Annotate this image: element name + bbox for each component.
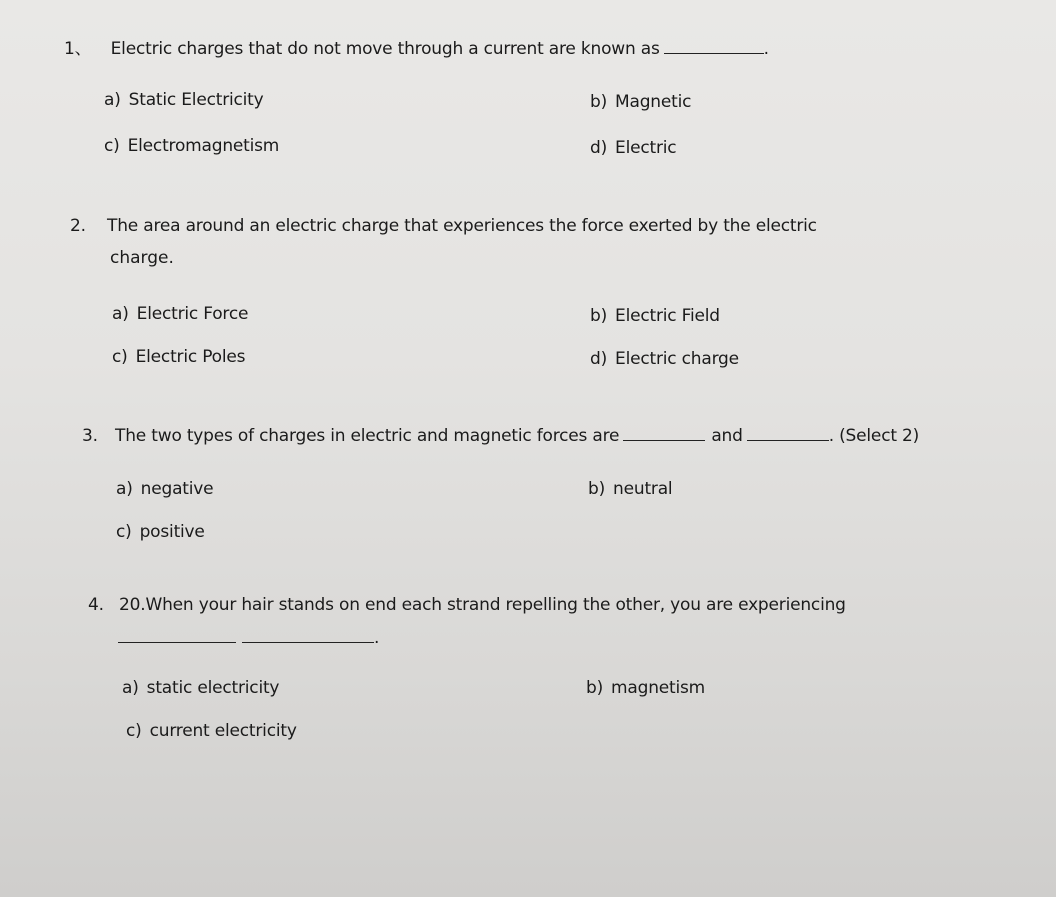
question-text-and: and xyxy=(711,426,743,446)
option-label: a) xyxy=(112,304,129,324)
option-label: c) xyxy=(104,136,120,156)
question-number: 3. xyxy=(82,426,98,446)
option-2a[interactable] xyxy=(112,304,248,324)
question-2-continuation: charge. xyxy=(110,248,174,268)
option-3a[interactable] xyxy=(116,479,213,499)
question-tail: . xyxy=(763,39,769,59)
question-text: Electric charges that do not move through a current are known as xyxy=(110,39,660,59)
question-number: 1、 xyxy=(64,39,92,59)
option-label: b) xyxy=(590,306,608,326)
option-text: Electromagnetism xyxy=(127,136,280,156)
option-label: b) xyxy=(588,479,606,499)
answer-blank-1 xyxy=(623,426,705,441)
answer-blank-1 xyxy=(118,628,236,643)
option-3b[interactable] xyxy=(588,479,672,499)
option-text: current electricity xyxy=(149,721,297,741)
question-number: 4. xyxy=(88,595,104,615)
answer-blank xyxy=(664,39,764,54)
option-label: c) xyxy=(126,721,142,741)
option-label: a) xyxy=(104,90,121,110)
option-text: Electric Poles xyxy=(135,347,246,367)
option-text: neutral xyxy=(613,479,673,499)
question-2 xyxy=(70,216,817,236)
option-text: negative xyxy=(140,479,214,499)
question-3 xyxy=(82,426,919,446)
question-4 xyxy=(88,595,846,615)
option-text: static electricity xyxy=(146,678,280,698)
option-4a[interactable] xyxy=(122,678,279,698)
option-2b[interactable] xyxy=(590,306,720,326)
option-text: Static Electricity xyxy=(128,90,264,110)
option-1a[interactable] xyxy=(104,90,264,110)
option-2c[interactable] xyxy=(112,347,245,367)
option-label: c) xyxy=(112,347,128,367)
option-label: d) xyxy=(590,349,608,369)
option-text: positive xyxy=(139,522,205,542)
question-tail: . xyxy=(374,628,380,648)
question-text: The two types of charges in electric and magnetic forces are xyxy=(115,426,620,446)
option-label: a) xyxy=(122,678,139,698)
option-4b[interactable] xyxy=(586,678,705,698)
option-1d[interactable] xyxy=(590,138,676,158)
option-label: c) xyxy=(116,522,132,542)
question-4-blanks xyxy=(118,628,379,648)
option-label: d) xyxy=(590,138,608,158)
option-text: Electric xyxy=(615,138,677,158)
question-text: 20.When your hair stands on end each strand repelling the other, you are experiencing xyxy=(119,595,846,615)
option-text: Magnetic xyxy=(615,92,692,112)
answer-blank-2 xyxy=(242,628,374,643)
option-2d[interactable] xyxy=(590,349,739,369)
option-1b[interactable] xyxy=(590,92,691,112)
option-3c[interactable] xyxy=(116,522,205,542)
question-number: 2. xyxy=(70,216,86,236)
option-text: Electric Force xyxy=(136,304,249,324)
question-text-select: . (Select 2) xyxy=(828,426,920,446)
option-label: a) xyxy=(116,479,133,499)
option-4c[interactable] xyxy=(126,721,297,741)
option-text: magnetism xyxy=(611,678,706,698)
option-1c[interactable] xyxy=(104,136,279,156)
question-text: The area around an electric charge that experiences the force exerted by the electric xyxy=(107,216,817,236)
option-text: Electric charge xyxy=(615,349,739,369)
option-label: b) xyxy=(586,678,604,698)
option-label: b) xyxy=(590,92,608,112)
option-text: Electric Field xyxy=(615,306,720,326)
question-1 xyxy=(64,34,769,59)
answer-blank-2 xyxy=(747,426,829,441)
